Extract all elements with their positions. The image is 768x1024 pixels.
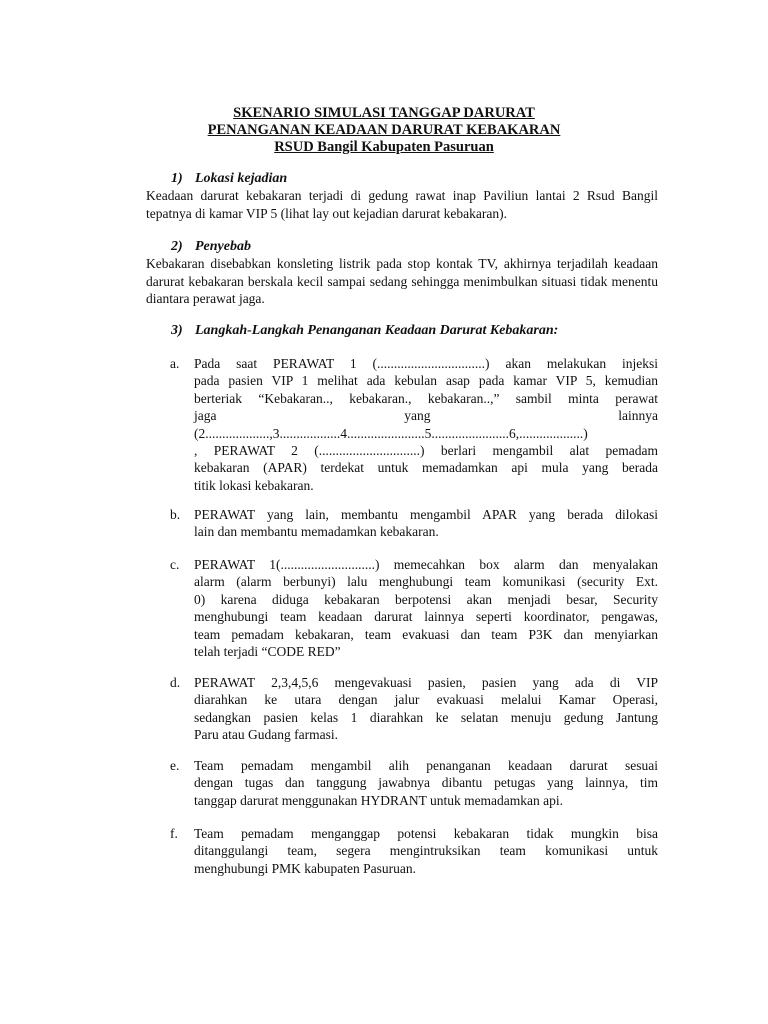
- step-line: berteriak “Kebakaran.., kebakaran., kebakaran..,” sambil minta perawat: [194, 390, 658, 406]
- step-line: menghubungi team keadaan darurat lainnya seperti koordinator, pengawas,: [194, 609, 658, 625]
- step-line: PERAWAT 2,3,4,5,6 mengevakuasi pasien, pasien yang ada di VIP: [194, 675, 658, 690]
- step-line: Team pemadam mengambil alih penanganan keadaan darurat sesuai: [194, 758, 658, 773]
- step-line: Pada saat PERAWAT 1 (................................) akan melakukan injeksi: [194, 356, 658, 371]
- section-title: Lokasi kejadian: [195, 171, 288, 186]
- step-text: [194, 757, 658, 809]
- step-letter: a.: [170, 356, 180, 371]
- title-line-2: PENANGANAN KEADAAN DARURAT KEBAKARAN: [207, 122, 561, 138]
- section-body-penyebab: Kebakaran disebabkan konsleting listrik pada stop kontak TV, akhirnya terjadilah keadaan darurat kebakaran berskala kecil sampai sedang sehingga menimbulkan situasi tidak menentu diantara perawat jaga.: [146, 256, 658, 306]
- section-number: 1): [171, 171, 183, 186]
- step-line: , PERAWAT 2 (..............................) berlari mengambil alat pemadam: [194, 443, 658, 459]
- step-text: [194, 506, 658, 541]
- section-heading-penyebab: [171, 238, 251, 256]
- step-line: lain dan membantu memadamkan kebakaran.: [194, 524, 439, 540]
- section-heading-langkah: [171, 322, 558, 340]
- step-text: [194, 355, 658, 494]
- section-number: 3): [171, 323, 183, 338]
- step-line: team pemadam kebakaran, team evakuasi dan team P3K dan menyiarkan: [194, 626, 658, 642]
- step-letter: d.: [170, 675, 181, 690]
- step-line: jaga yang lainnya: [194, 408, 658, 424]
- step-text: [194, 556, 658, 660]
- step-letter: e.: [170, 758, 180, 773]
- step-line: pada pasien VIP 1 melihat ada kebulan asap pada kamar VIP 5, kemudian: [194, 373, 658, 389]
- step-line: PERAWAT yang lain, membantu mengambil APAR yang berada dilokasi: [194, 507, 658, 522]
- title-line-3: RSUD Bangil Kabupaten Pasuruan: [274, 139, 494, 155]
- step-line: titik lokasi kebakaran.: [194, 477, 314, 493]
- step-line: dengan tugas dan tanggung jawabnya dibantu petugas yang lainnya, tim: [194, 775, 658, 791]
- step-line: tanggap darurat menggunakan HYDRANT untuk memadamkan api.: [194, 792, 564, 808]
- step-line: ditanggulangi team, segera mengintruksikan team komunikasi untuk: [194, 843, 658, 859]
- step-line: diarahkan ke utara dengan jalur evakuasi melalui Kamar Operasi,: [194, 692, 658, 708]
- step-line: (2...................,3..................4.......................5.......................6,...................): [194, 425, 588, 441]
- title-line-1: SKENARIO SIMULASI TANGGAP DARURAT: [233, 105, 535, 121]
- step-line: sedangkan pasien kelas 1 diarahkan ke selatan menuju gedung Jantung: [194, 709, 658, 725]
- section-body-lokasi: Keadaan darurat kebakaran terjadi di gedung rawat inap Paviliun lantai 2 Rsud Bangil tepatnya di kamar VIP 5 (lihat lay out kejadian darurat kebakaran).: [146, 188, 658, 221]
- step-line: kebakaran (APAR) terdekat untuk memadamkan api mula yang berada: [194, 460, 658, 476]
- step-text: [194, 825, 658, 877]
- section-number: 2): [171, 239, 183, 254]
- step-line: menghubungi PMK kabupaten Pasuruan.: [194, 860, 416, 876]
- step-letter: c.: [170, 557, 180, 572]
- section-title: Langkah-Langkah Penanganan Keadaan Darurat Kebakaran:: [195, 323, 559, 338]
- step-text: [194, 674, 658, 744]
- section-title: Penyebab: [195, 239, 251, 254]
- step-letter: f.: [170, 826, 178, 841]
- step-line: telah terjadi “CODE RED”: [194, 644, 341, 660]
- step-line: PERAWAT 1(............................) memecahkan box alarm dan menyalakan: [194, 557, 658, 572]
- step-letter: b.: [170, 507, 181, 522]
- step-line: Paru atau Gudang farmasi.: [194, 727, 338, 743]
- step-line: Team pemadam menganggap potensi kebakaran tidak mungkin bisa: [194, 826, 658, 841]
- section-heading-lokasi: [171, 170, 287, 188]
- step-line: 0) karena diduga kebakaran berpotensi akan menjadi besar, Security: [194, 591, 658, 607]
- step-line: alarm (alarm berbunyi) lalu menghubungi team komunikasi (security Ext.: [194, 574, 658, 590]
